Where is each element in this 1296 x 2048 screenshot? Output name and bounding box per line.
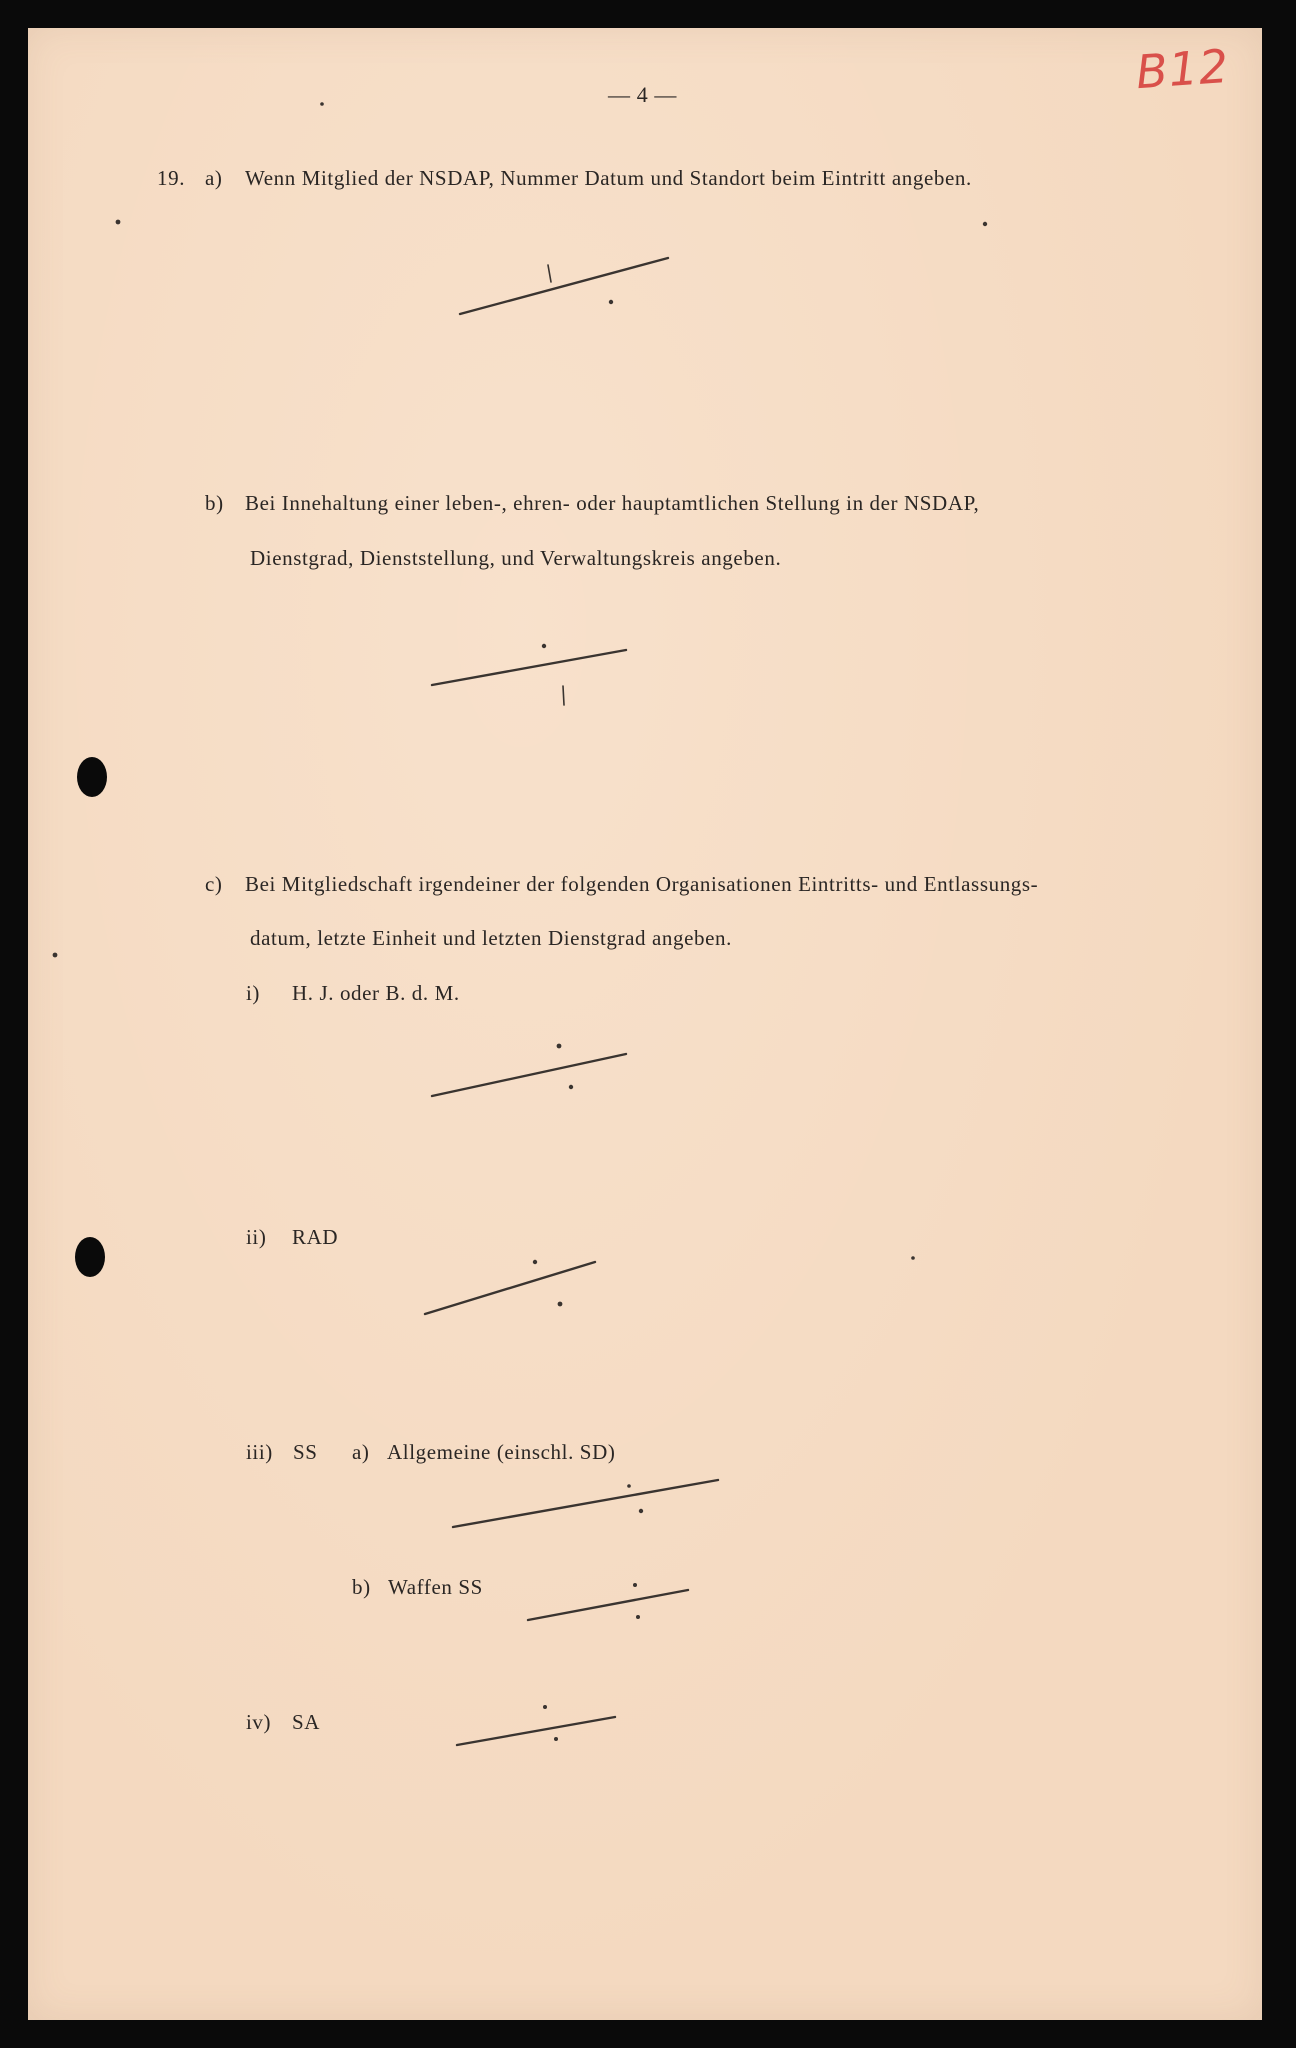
page-number: — 4 —	[608, 82, 677, 107]
strike-mark-b	[432, 650, 626, 685]
sub-ii-label: ii)	[246, 1225, 267, 1249]
archive-stamp: B12	[1134, 38, 1231, 100]
item-c-line2: datum, letzte Einheit und letzten Dienstgrad angeben.	[250, 926, 732, 950]
sub-iii-b-text: Waffen SS	[388, 1575, 483, 1599]
sub-iii-a-label: a)	[352, 1440, 370, 1464]
sub-iv-text: SA	[292, 1710, 321, 1734]
sub-iii-text: SS	[293, 1440, 318, 1464]
sub-ii-text: RAD	[292, 1225, 339, 1249]
item-a-text: Wenn Mitglied der NSDAP, Nummer Datum und Standort beim Eintritt angeben.	[245, 166, 972, 190]
item-b-label: b)	[205, 491, 224, 515]
question-number: 19.	[157, 166, 186, 190]
tick-mark-b	[563, 686, 564, 705]
strike-mark-rad	[425, 1262, 595, 1314]
sub-iv-label: iv)	[246, 1710, 272, 1734]
item-a-label: a)	[205, 166, 223, 190]
sub-i-label: i)	[246, 981, 261, 1005]
strike-mark-a	[460, 258, 668, 314]
sub-i-text: H. J. oder B. d. M.	[292, 981, 460, 1005]
sub-iii-label: iii)	[246, 1440, 273, 1464]
sub-iii-a-text: Allgemeine (einschl. SD)	[387, 1440, 616, 1464]
sub-iii-b-label: b)	[352, 1575, 371, 1599]
strike-mark-waffen-ss	[528, 1590, 688, 1620]
tick-mark-a	[548, 265, 551, 282]
item-c-label: c)	[205, 872, 223, 896]
item-c-line1: Bei Mitgliedschaft irgendeiner der folgenden Organisationen Eintritts- und Entlassungs-	[245, 872, 1039, 896]
strike-mark-hj	[432, 1054, 626, 1096]
strike-mark-allgemeine-ss	[453, 1480, 718, 1527]
strike-mark-sa	[457, 1717, 615, 1745]
item-b-line1: Bei Innehaltung einer leben-, ehren- oder hauptamtlichen Stellung in der NSDAP,	[245, 491, 980, 515]
item-b-line2: Dienstgrad, Dienststellung, und Verwaltungskreis angeben.	[250, 546, 782, 570]
